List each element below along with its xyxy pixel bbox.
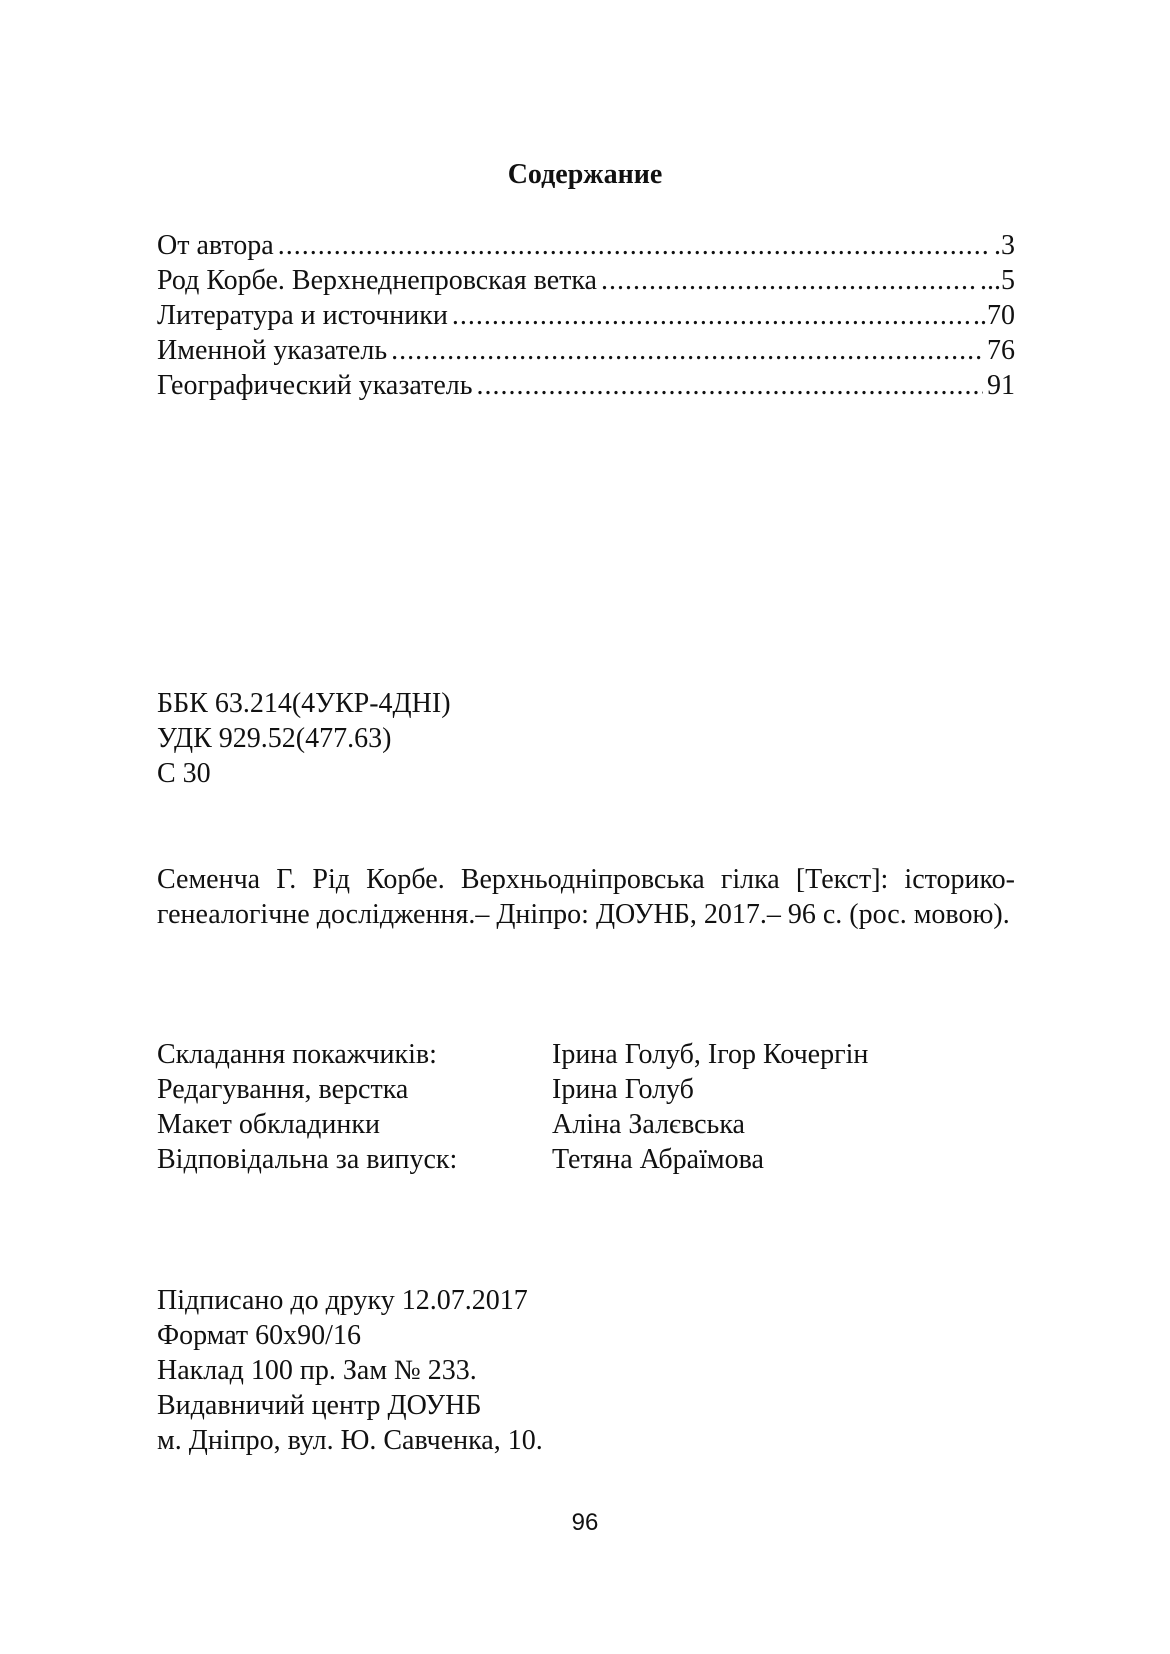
credit-name: Ірина Голуб, Ігор Кочергін bbox=[552, 1039, 869, 1070]
table-of-contents bbox=[157, 228, 1015, 403]
bbk-code: ББК 63.214(4УКР-4ДНІ) bbox=[157, 688, 451, 719]
credit-row bbox=[157, 1142, 868, 1177]
toc-title: Содержание bbox=[507, 159, 663, 190]
toc-entry bbox=[157, 228, 1015, 263]
toc-entry-label: Географический указатель bbox=[157, 370, 473, 401]
credit-row bbox=[157, 1072, 868, 1107]
toc-entry bbox=[157, 368, 1015, 403]
imprint-address: м. Дніпро, вул. Ю. Савченка, 10. bbox=[157, 1425, 543, 1456]
author-mark: С 30 bbox=[157, 758, 211, 789]
credit-row bbox=[157, 1037, 868, 1072]
toc-entry-page: 91 bbox=[987, 370, 1015, 401]
imprint-format: Формат 60x90/16 bbox=[157, 1320, 361, 1351]
credit-name: Тетяна Абраїмова bbox=[552, 1144, 764, 1175]
imprint-signed: Підписано до друку 12.07.2017 bbox=[157, 1285, 528, 1316]
toc-entry-page: ...5 bbox=[980, 265, 1015, 296]
toc-entry bbox=[157, 263, 1015, 298]
toc-leader-dots bbox=[278, 228, 990, 263]
toc-entry-page: 76 bbox=[987, 335, 1015, 366]
toc-entry-label: Именной указатель bbox=[157, 335, 388, 366]
credit-role: Макет обкладинки bbox=[157, 1109, 380, 1140]
toc-entry-page: .3 bbox=[994, 230, 1015, 261]
toc-leader-dots bbox=[452, 298, 969, 333]
classification-codes bbox=[157, 686, 451, 791]
toc-entry-label: От автора bbox=[157, 230, 274, 261]
toc-leader-dots bbox=[601, 263, 976, 298]
credit-role: Відповідальна за випуск: bbox=[157, 1144, 458, 1175]
credit-role: Редагування, верстка bbox=[157, 1074, 409, 1105]
toc-leader-dots bbox=[391, 333, 983, 368]
bibliographic-citation: Семенча Г. Рід Корбе. Верхньодніпровська гілка [Текст]: історико-генеалогічне дослідження.– Дніпро: ДОУНБ, 2017.– 96 с. (рос. мовою). bbox=[157, 864, 1015, 930]
toc-entry bbox=[157, 298, 1015, 333]
credit-name: Аліна Залєвська bbox=[552, 1109, 745, 1140]
credit-name: Ірина Голуб bbox=[552, 1074, 694, 1105]
udk-code: УДК 929.52(477.63) bbox=[157, 723, 392, 754]
toc-entry-page: ..70 bbox=[973, 300, 1015, 331]
toc-leader-dots bbox=[477, 368, 983, 403]
page-number: 96 bbox=[571, 1509, 599, 1536]
imprint-print-run: Наклад 100 пр. Зам № 233. bbox=[157, 1355, 477, 1386]
credit-role: Складання покажчиків: bbox=[157, 1039, 437, 1070]
imprint-block bbox=[157, 1283, 543, 1458]
imprint-publisher: Видавничий центр ДОУНБ bbox=[157, 1390, 482, 1421]
toc-entry-label: Род Корбе. Верхнеднепровская ветка bbox=[157, 265, 597, 296]
toc-entry-label: Литература и источники bbox=[157, 300, 448, 331]
toc-entry bbox=[157, 333, 1015, 368]
credit-row bbox=[157, 1107, 868, 1142]
credits-list bbox=[157, 1037, 868, 1177]
